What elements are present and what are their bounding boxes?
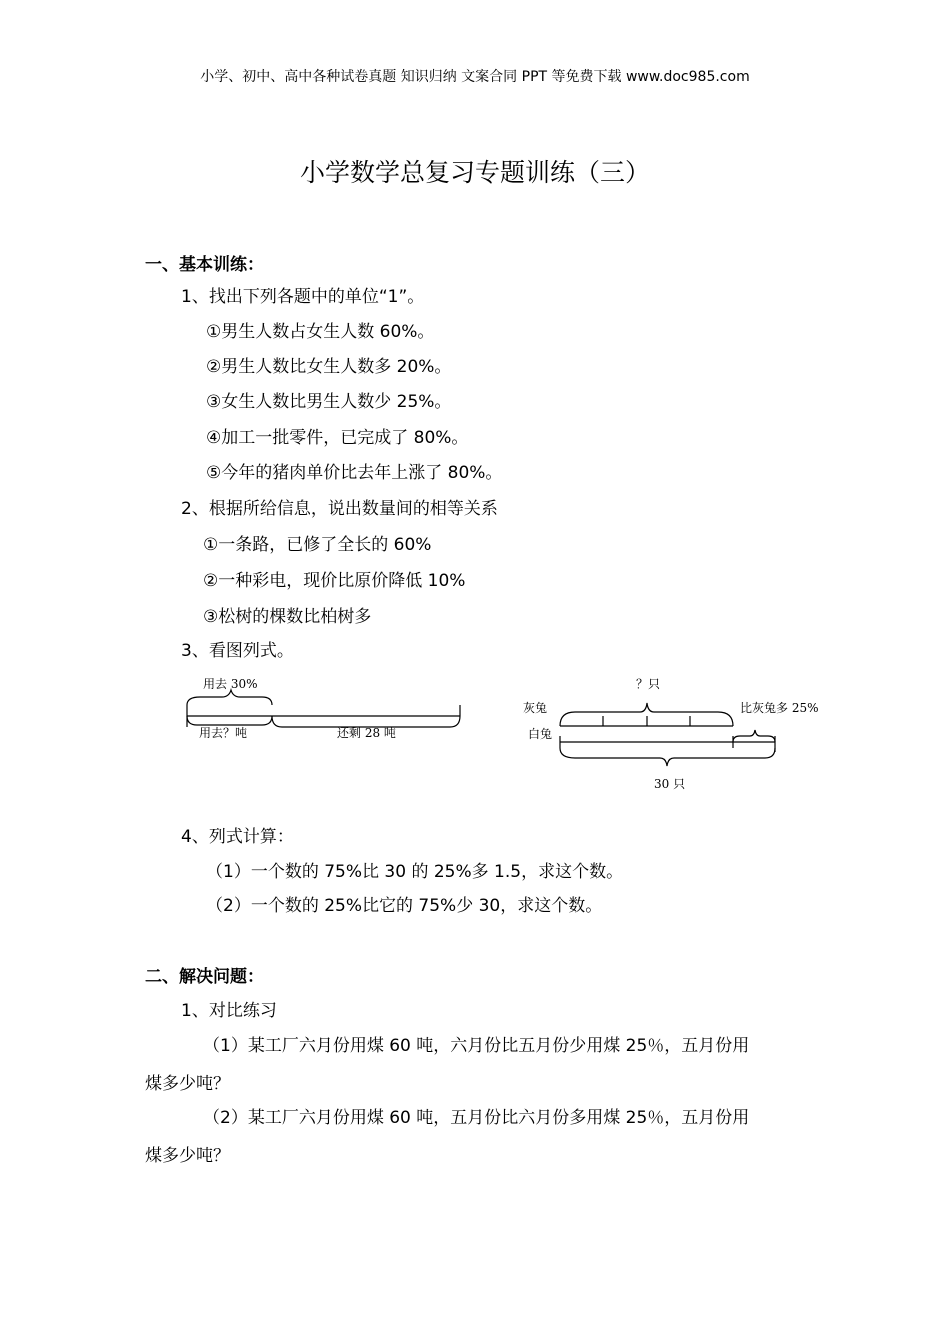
q2-item-3: ③松树的棵数比柏树多 xyxy=(203,607,372,627)
section2-heading: 二、解决问题： xyxy=(145,967,264,987)
problem2-line1: （2）某工厂六月份用煤 60 吨，五月份比六月份多用煤 25％，五月份用 xyxy=(203,1108,750,1128)
more-brace xyxy=(733,730,775,742)
diagram2-more-label: 比灰兔多 25% xyxy=(740,701,819,715)
diagram1-used-bottom: 用去？吨 xyxy=(199,726,248,740)
q4-item-1: （1）一个数的 75%比 30 的 25%多 1.5，求这个数。 xyxy=(206,862,624,882)
q2-item-2: ②一种彩电，现价比原价降低 10% xyxy=(203,571,466,591)
page-title: 小学数学总复习专题训练（三） xyxy=(299,158,650,187)
used-brace-top xyxy=(187,690,272,705)
q1-prompt: 1、找出下列各题中的单位“1”。 xyxy=(181,287,425,307)
q1-item-2: ②男生人数比女生人数多 20%。 xyxy=(206,357,452,377)
diagram-coal xyxy=(187,690,460,727)
q1-item-4: ④加工一批零件，已完成了 80%。 xyxy=(206,428,469,448)
problem1-line1: （1）某工厂六月份用煤 60 吨，六月份比五月份少用煤 25％，五月份用 xyxy=(203,1036,750,1056)
diagram2-white-label: 白兔 xyxy=(528,727,553,741)
problem2-line2: 煤多少吨？ xyxy=(145,1146,230,1166)
diagram2-total-question: ？只 xyxy=(636,677,661,691)
total-brace-bottom xyxy=(560,748,775,766)
diagram1-used-top: 用去 30% xyxy=(203,677,258,691)
q4-prompt: 4、列式计算： xyxy=(181,827,294,847)
section2-sub: 1、对比练习 xyxy=(181,1001,277,1021)
q2-prompt: 2、根据所给信息，说出数量间的相等关系 xyxy=(181,499,498,519)
section1-heading: 一、基本训练： xyxy=(145,255,264,275)
q1-item-1: ①男生人数占女生人数 60%。 xyxy=(206,322,435,342)
diagram1-remain: 还剩 28 吨 xyxy=(337,726,396,740)
q4-item-2: （2）一个数的 25%比它的 75%少 30，求这个数。 xyxy=(206,896,603,916)
problem1-line2: 煤多少吨？ xyxy=(145,1074,230,1094)
q1-item-5: ⑤今年的猪肉单价比去年上涨了 80%。 xyxy=(206,463,503,483)
q2-item-1: ①一条路，已修了全长的 60% xyxy=(203,535,432,555)
q3-prompt: 3、看图列式。 xyxy=(181,641,294,661)
page-header: 小学、初中、高中各种试卷真题 知识归纳 文案合同 PPT 等免费下载 www.doc985.com xyxy=(200,69,750,85)
diagram2-total-label: 30 只 xyxy=(654,777,686,791)
q1-item-3: ③女生人数比男生人数少 25%。 xyxy=(206,392,452,412)
diagram2-gray-label: 灰兔 xyxy=(523,701,548,715)
